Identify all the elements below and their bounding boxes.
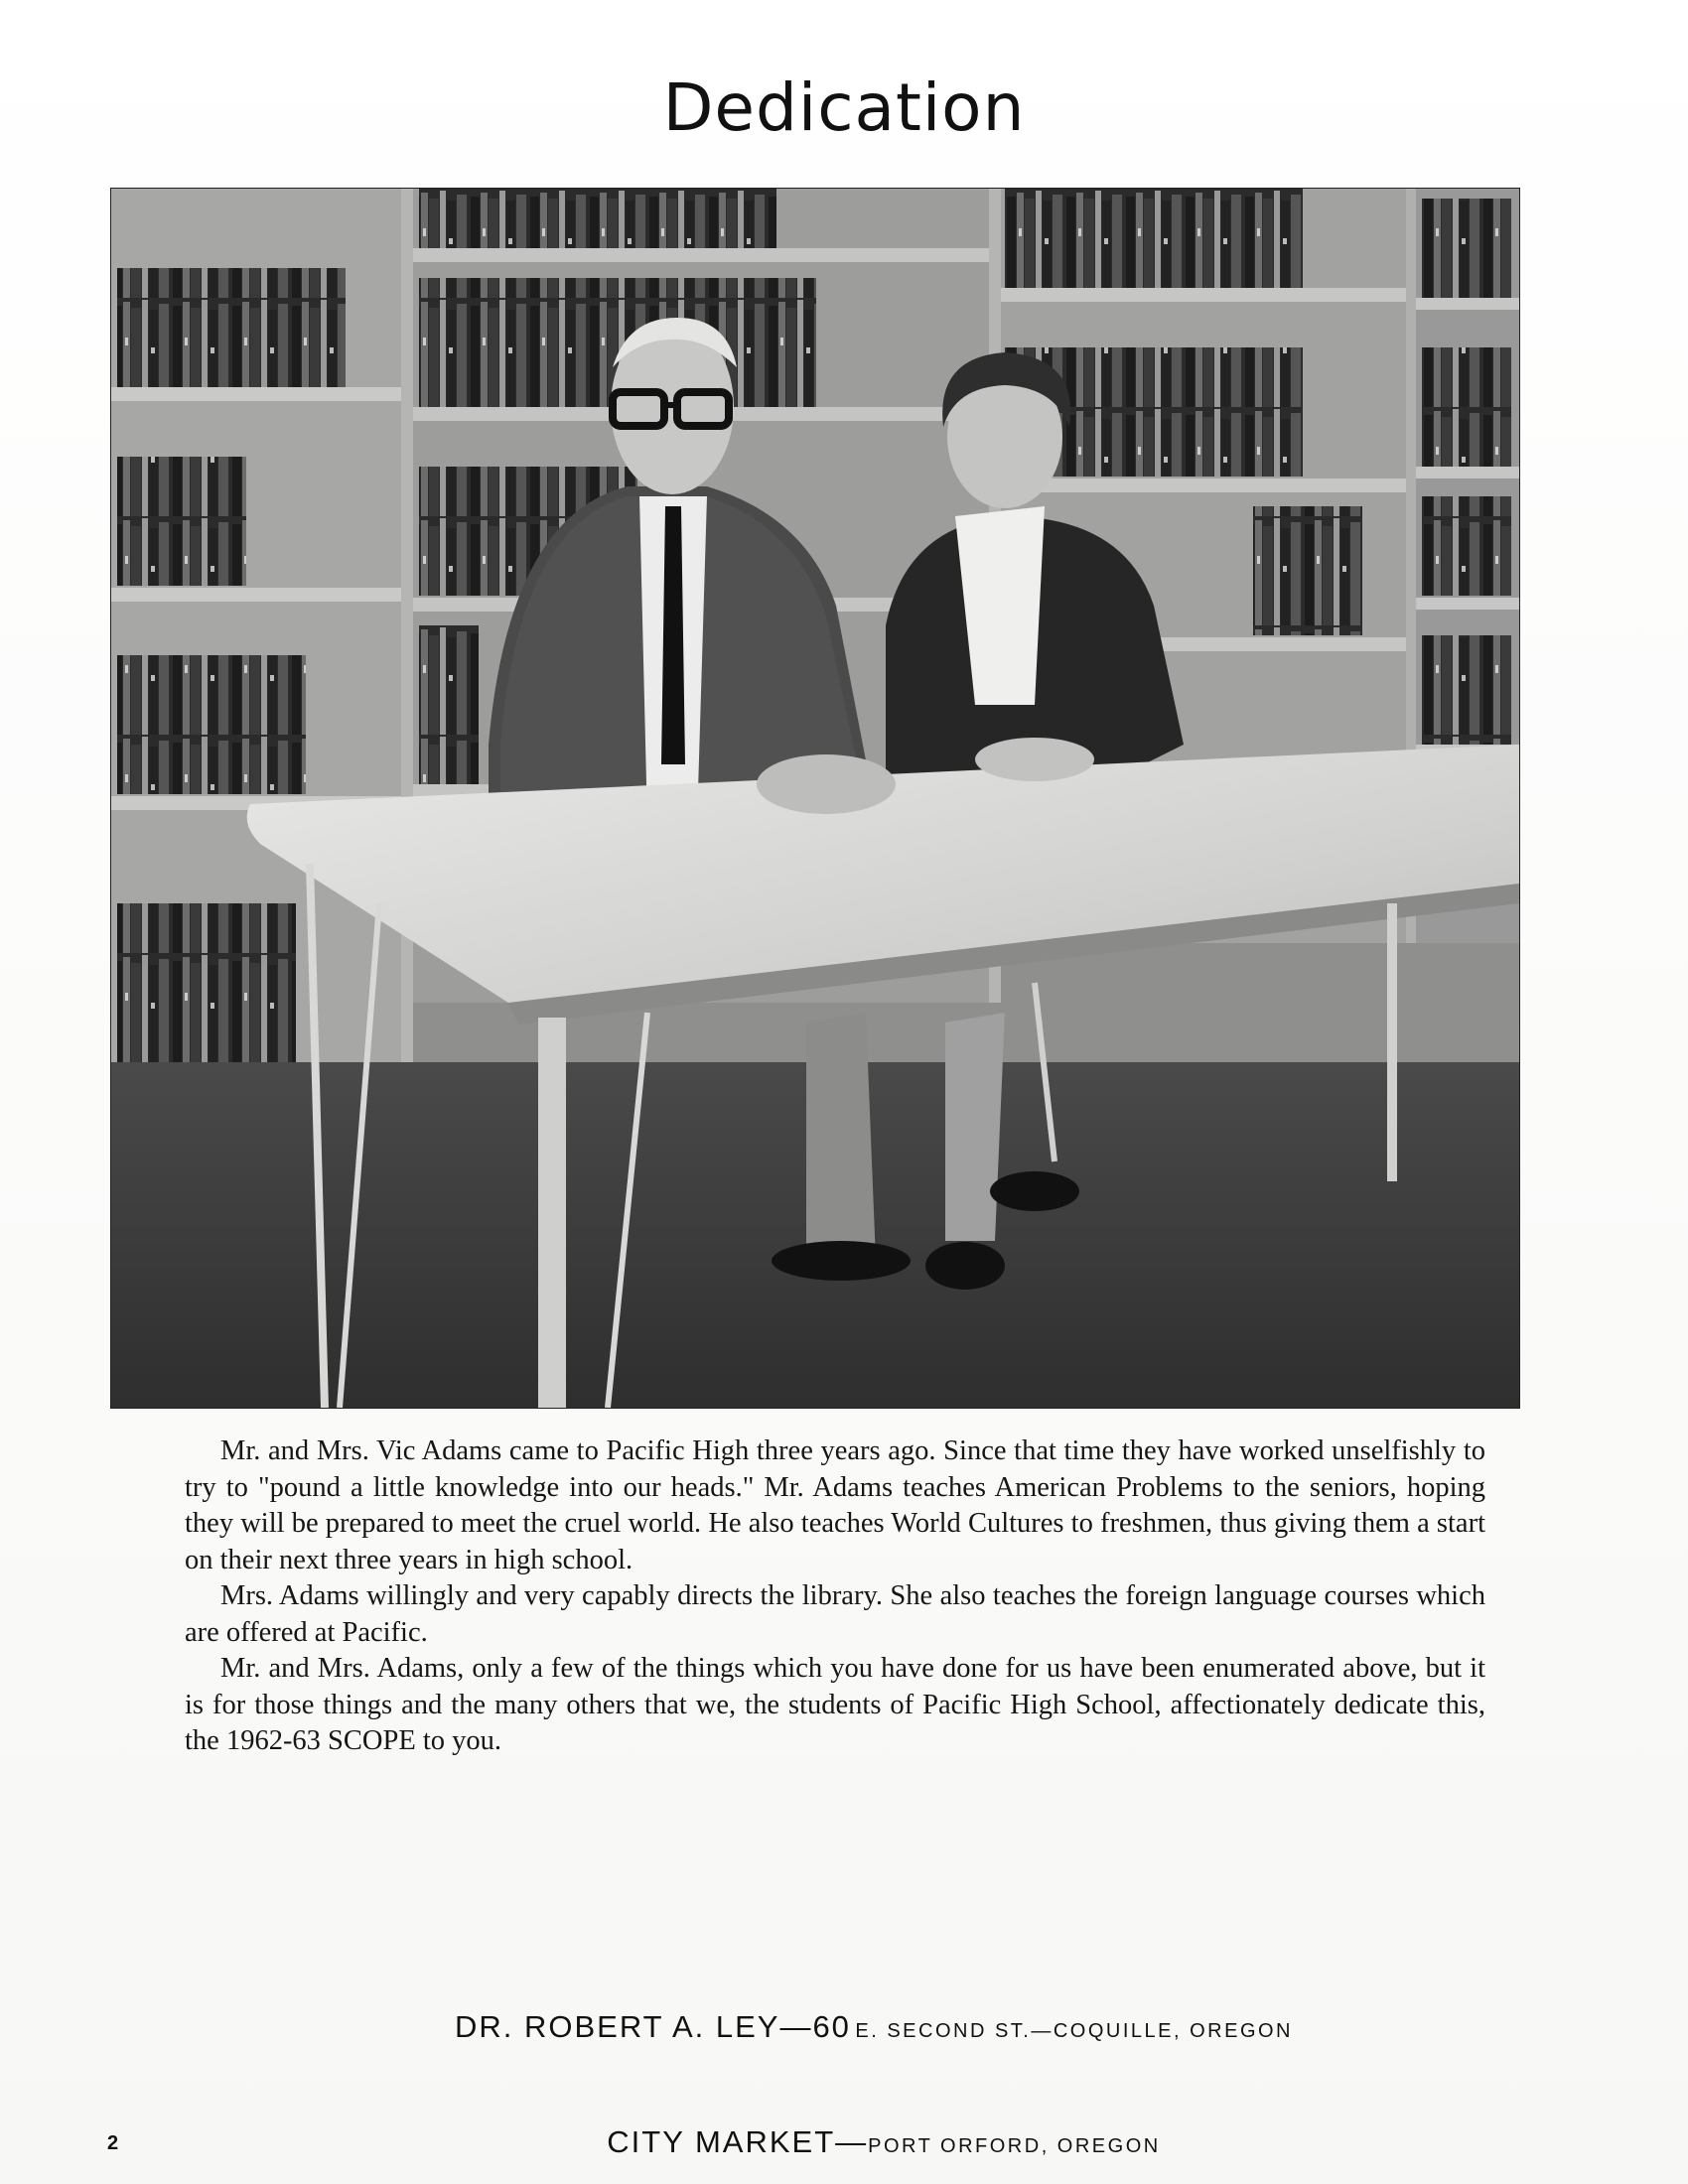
dedication-text: [185, 1433, 1485, 1760]
paragraph: Mrs. Adams willingly and very capably directs the library. She also teaches the foreign language courses which are offered at Pacific.: [185, 1580, 1485, 1648]
ad-detail: E. SECOND ST.—COQUILLE, OREGON: [855, 2020, 1293, 2042]
paragraph: Mr. and Mrs. Adams, only a few of the things which you have done for us have been enumerated above, but it is for those things and the many others that we, the students of Pacific High School, affectionately dedicate this, the 1962-63 SCOPE to you.: [185, 1653, 1485, 1756]
ad-name: CITY MARKET—: [607, 2124, 869, 2159]
advertisement-city-market: [0, 2124, 1688, 2160]
paragraph: Mr. and Mrs. Vic Adams came to Pacific High three years ago. Since that time they have worked unselfishly to try to "pound a little knowledge into our heads." Mr. Adams teaches American Problems to the seniors, hoping they will be prepared to meet the cruel world. He also teaches World Cultures to freshmen, thus giving them a start on their next three years in high school.: [185, 1435, 1485, 1575]
page-number: 2: [107, 2132, 119, 2154]
ad-detail: PORT ORFORD, OREGON: [868, 2135, 1161, 2157]
ad-name: DR. ROBERT A. LEY—60: [454, 2009, 851, 2044]
dedication-photo: [111, 189, 1519, 1408]
advertisement-ley: [0, 2009, 1688, 2045]
page-title: Dedication: [662, 69, 1026, 146]
